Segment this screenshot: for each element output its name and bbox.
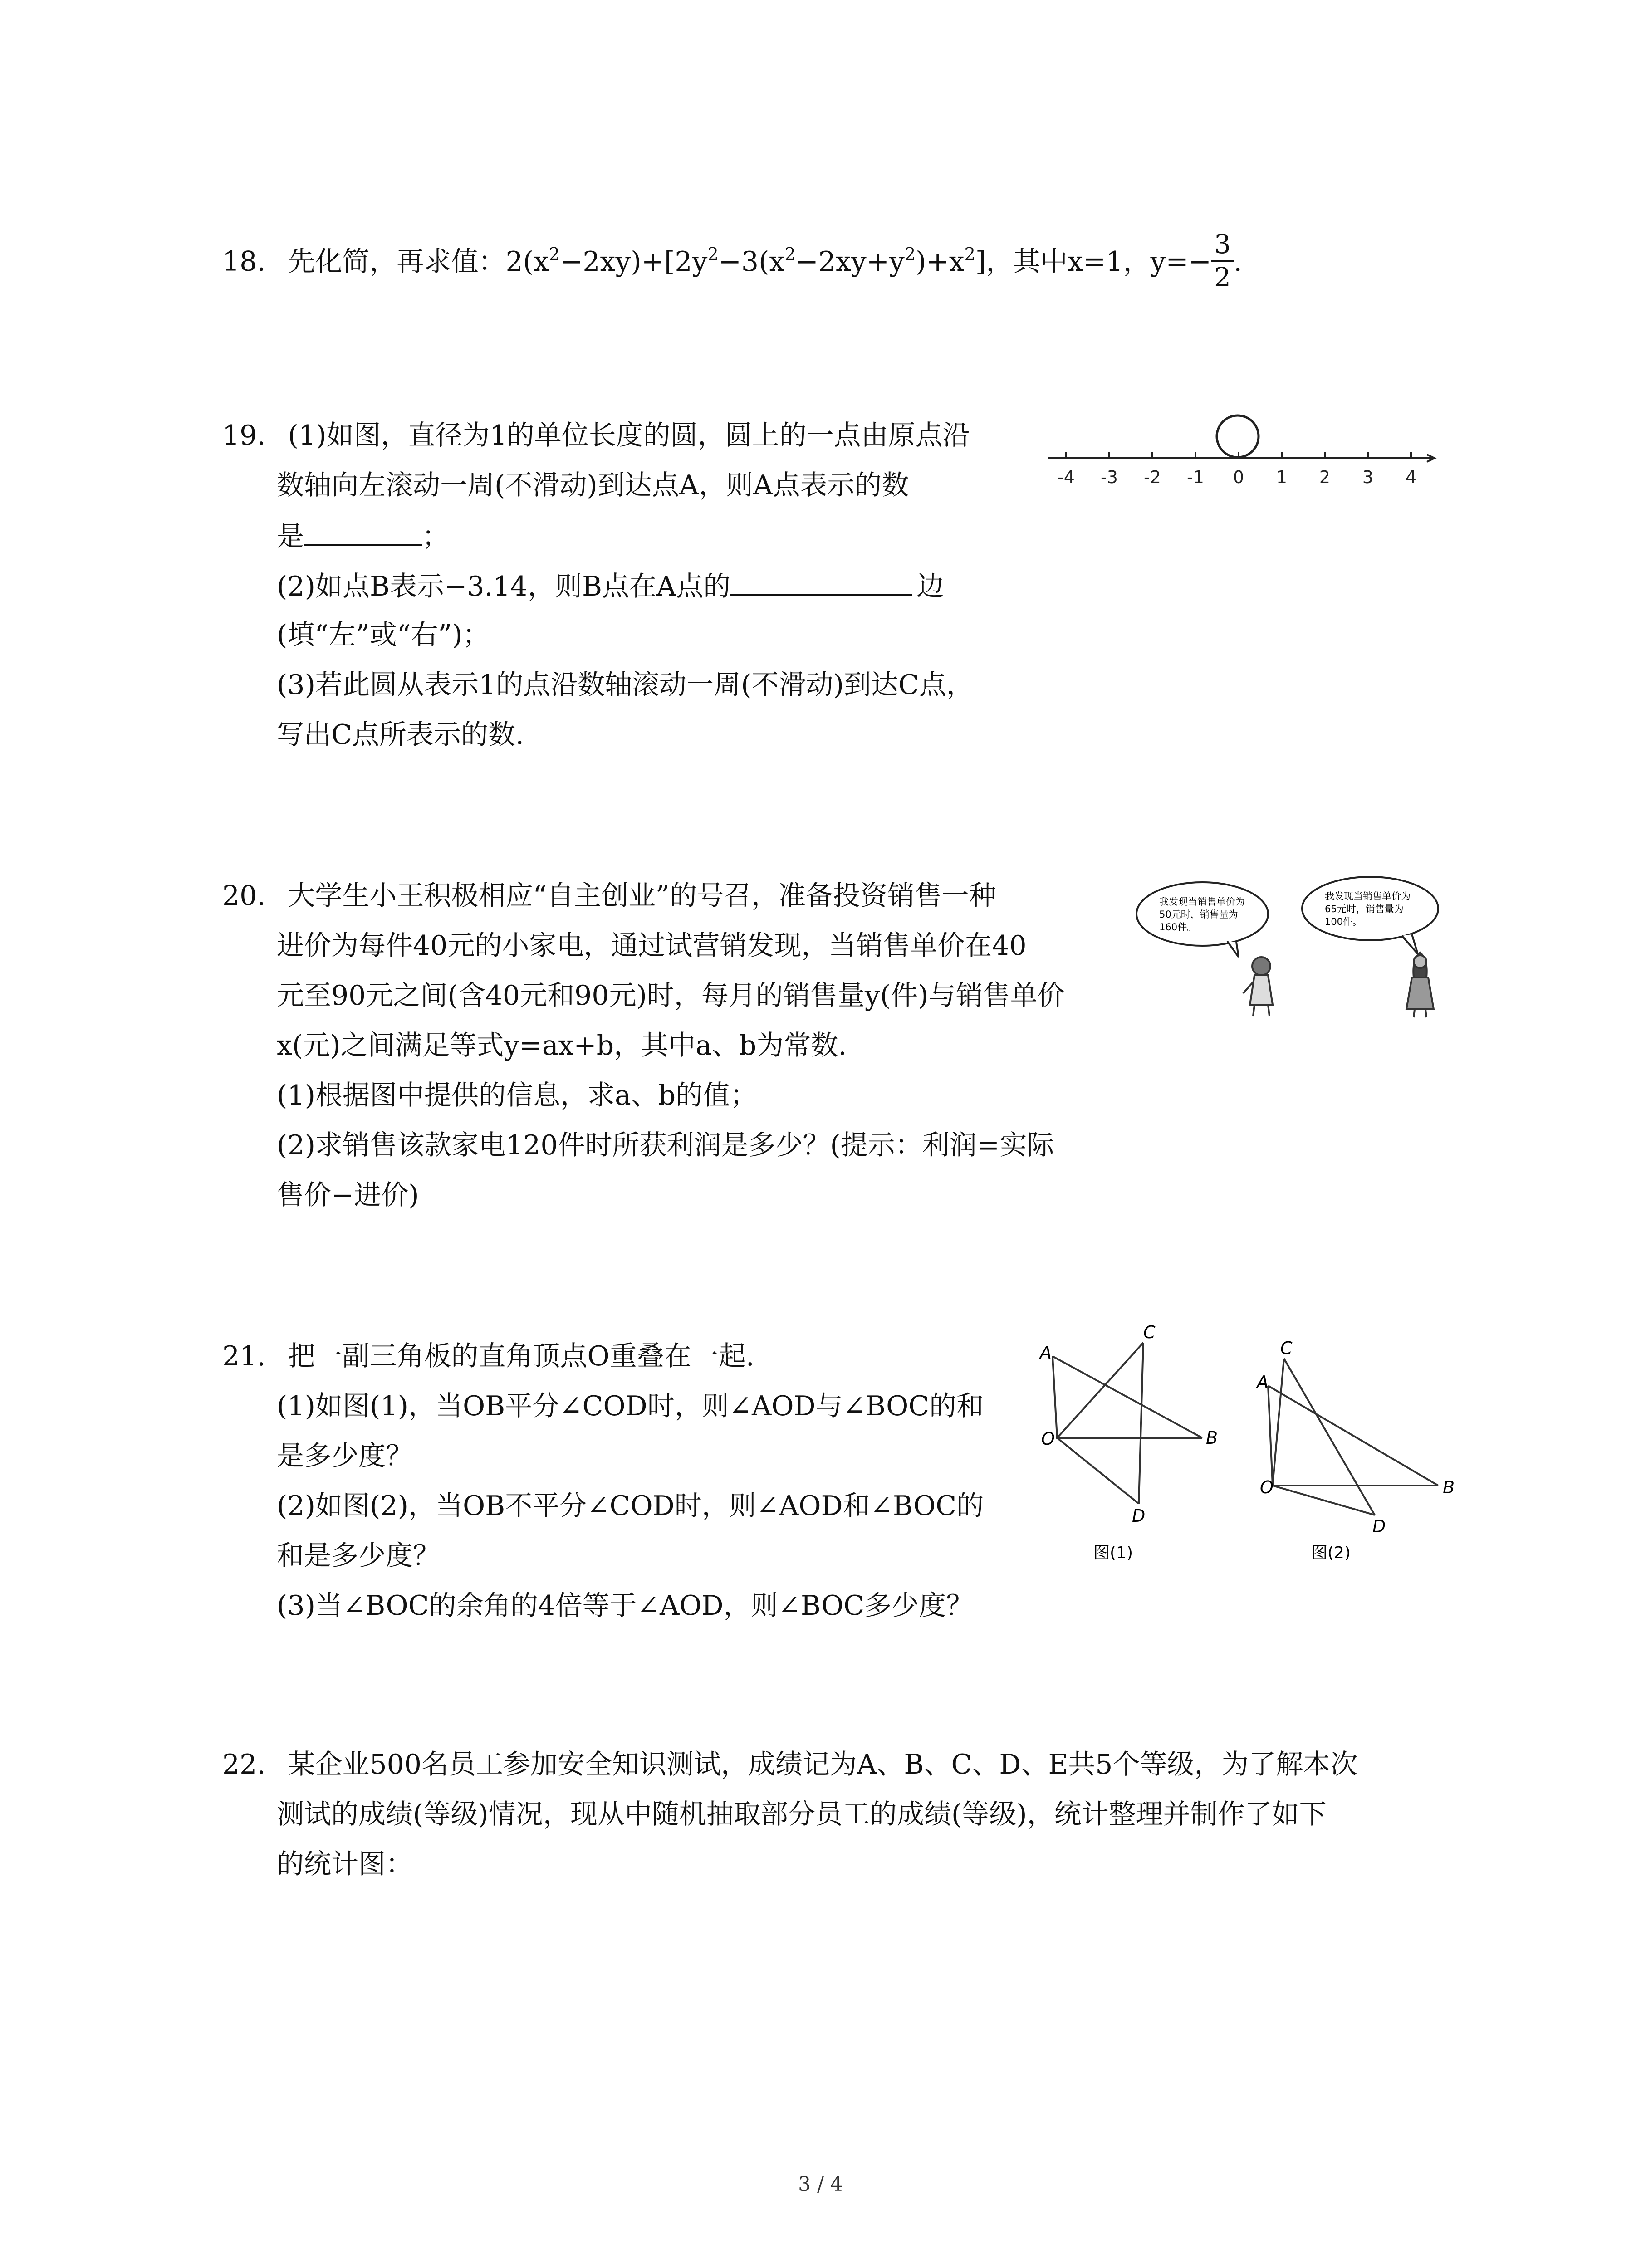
question-text-line-5: 和是多少度？ bbox=[277, 1540, 440, 1572]
question-text-line-3: 是多少度？ bbox=[277, 1440, 413, 1472]
figure-2-caption: 图(2) bbox=[1311, 1544, 1351, 1562]
question-text-line-2: 测试的成绩(等级)情况，现从中随机抽取部分员工的成绩(等级)，统计整理并制作了如下 bbox=[277, 1799, 1327, 1830]
question-number: 21. bbox=[222, 1340, 266, 1372]
bubble-2-line-3: 100件。 bbox=[1325, 916, 1362, 927]
point-d-label: D bbox=[1372, 1516, 1386, 1536]
axis-tick-label: 3 bbox=[1362, 467, 1374, 487]
question-number: 19. bbox=[222, 420, 266, 451]
axis-tick-label: 2 bbox=[1319, 467, 1331, 487]
answer-blank-2[interactable] bbox=[730, 572, 912, 596]
question-text-line-3: 是 bbox=[277, 521, 304, 552]
bubble-1-line-1: 我发现当销售单价为 bbox=[1159, 896, 1245, 907]
point-o-label: O bbox=[1041, 1429, 1055, 1449]
axis-tick-label: -1 bbox=[1187, 467, 1204, 487]
triangle-figures bbox=[1039, 1315, 1474, 1597]
question-number: 20. bbox=[222, 880, 266, 912]
point-b-label: B bbox=[1206, 1428, 1218, 1448]
page-number: 3 / 4 bbox=[798, 2173, 843, 2196]
point-b-label: B bbox=[1443, 1477, 1455, 1497]
question-text-line-2: 数轴向左滚动一周(不滑动)到达点A，则A点表示的数 bbox=[277, 469, 909, 501]
question-text-line-1: (1)如图，直径为1的单位长度的圆，圆上的一点由原点沿 bbox=[288, 420, 970, 451]
question-number: 22. bbox=[222, 1749, 266, 1780]
fraction: $\frac{3}{2}$ bbox=[1211, 229, 1234, 293]
question-text-line-3: 元至90元之间(含40元和90元)时，每月的销售量y(件)与销售单价 bbox=[277, 980, 1065, 1012]
bubble-1-line-3: 160件。 bbox=[1159, 922, 1197, 933]
question-text-line-7: 售价−进价) bbox=[277, 1179, 419, 1211]
point-o-label: O bbox=[1260, 1477, 1274, 1497]
axis-tick-label: 1 bbox=[1276, 467, 1288, 487]
sales-dialogue-figure bbox=[1134, 873, 1461, 1018]
answer-blank-1[interactable] bbox=[304, 522, 422, 546]
question-text-line-6: (2)求销售该款家电120件时所获利润是多少？(提示：利润=实际 bbox=[277, 1129, 1054, 1161]
figure-1-caption: 图(1) bbox=[1093, 1544, 1133, 1562]
unit-circle bbox=[1217, 415, 1259, 457]
bubble-2-line-2: 65元时，销售量为 bbox=[1325, 904, 1404, 914]
question-text-line-4: x(元)之间满足等式y=ax+b，其中a、b为常数. bbox=[277, 1030, 847, 1061]
axis-tick-label: -2 bbox=[1144, 467, 1161, 487]
question-text-line-4: (2)如图(2)，当OB不平分∠COD时，则∠AOD和∠BOC的 bbox=[277, 1490, 984, 1522]
axis-tick-label: 4 bbox=[1405, 467, 1417, 487]
question-text-line-1: 某企业500名员工参加安全知识测试，成绩记为A、B、C、D、E共5个等级，为了解本次 bbox=[288, 1749, 1358, 1780]
axis-tick-label: -4 bbox=[1058, 467, 1075, 487]
question-text-line-1: 把一副三角板的直角顶点O重叠在一起. bbox=[288, 1340, 754, 1372]
point-d-label: D bbox=[1132, 1506, 1146, 1526]
speech-bubble-1-tail bbox=[1227, 941, 1239, 957]
question-text-line-5: (填“左”或“右”)； bbox=[277, 619, 490, 651]
question-number: 18. bbox=[222, 245, 266, 278]
question-text-line-3: 的统计图： bbox=[277, 1848, 413, 1880]
question-text-line-7: 写出C点所表示的数. bbox=[277, 719, 524, 751]
bubble-2-line-1: 我发现当销售单价为 bbox=[1325, 891, 1411, 902]
question-text: 先化简，再求值： bbox=[288, 245, 506, 278]
question-text-line-6: (3)当∠BOC的余角的4倍等于∠AOD，则∠BOC多少度？ bbox=[277, 1590, 974, 1622]
figure-2-diagram bbox=[1268, 1359, 1438, 1515]
student-figure-1 bbox=[1243, 957, 1273, 1016]
question-18-line bbox=[222, 231, 1242, 296]
point-c-label: C bbox=[1280, 1338, 1293, 1358]
axis-tick-label: 0 bbox=[1233, 467, 1244, 487]
question-text-line-4: (2)如点B表示−3.14，则B点在A点的 bbox=[277, 571, 731, 602]
bubble-1-line-2: 50元时，销售量为 bbox=[1159, 909, 1238, 920]
point-a-label: A bbox=[1040, 1343, 1052, 1363]
point-c-label: C bbox=[1143, 1322, 1156, 1342]
question-text-line-2: (1)如图(1)，当OB平分∠COD时，则∠AOD与∠BOC的和 bbox=[277, 1390, 984, 1422]
point-a-label: A bbox=[1257, 1372, 1269, 1392]
question-text-line-5: (1)根据图中提供的信息，求a、b的值； bbox=[277, 1080, 758, 1111]
axis-tick-label: -3 bbox=[1101, 467, 1118, 487]
number-line-figure bbox=[1039, 404, 1456, 494]
question-text-line-6: (3)若此圆从表示1的点沿数轴滚动一周(不滑动)到达C点， bbox=[277, 669, 974, 701]
question-text-line-2: 进价为每件40元的小家电，通过试营销发现，当销售单价在40 bbox=[277, 930, 1027, 962]
figure-1-diagram bbox=[1053, 1343, 1202, 1504]
question-text-line-1: 大学生小王积极相应“自主创业”的号召，准备投资销售一种 bbox=[288, 880, 996, 912]
speech-bubble-2-tail bbox=[1402, 934, 1418, 954]
math-expression: $2(x^2-2xy)+[2y^2-3(x^2-2xy+y^2)+x^2]$，其中x=1，y=− $\frac{3}{2}$ . bbox=[505, 229, 1242, 293]
student-figure-2 bbox=[1406, 953, 1434, 1017]
